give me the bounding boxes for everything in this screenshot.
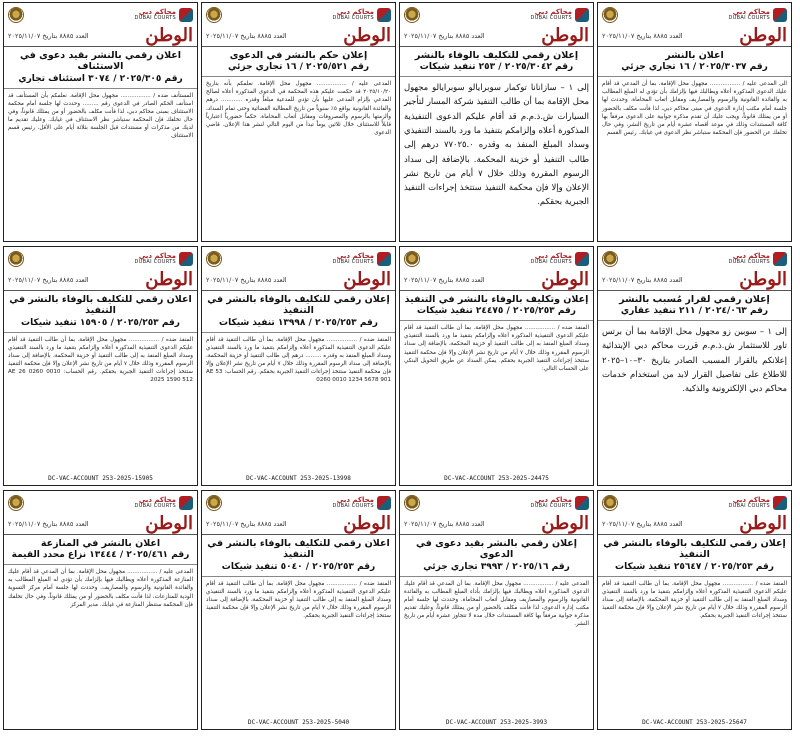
case-number: رقم ٢٠٢٥/٥٢١ / ١٦ تجاري جزئي: [202, 61, 395, 77]
courts-name-ar: محاكم دبي: [534, 251, 572, 260]
courts-mark-icon: [179, 252, 193, 266]
case-number: رقم ٢٠٢٥/٢٥٣ / ٥٠٤٠ تنفيذ شيكات: [202, 561, 395, 577]
notice-meta: [400, 269, 593, 291]
courts-mark-icon: [377, 252, 391, 266]
notice-title: إعلان رقمي بالنشر بقيد دعوى في الدعوى: [415, 538, 578, 561]
courts-name-en: DUBAI COURTS: [728, 258, 770, 265]
notice-masthead: [4, 3, 197, 25]
courts-name-ar: محاكم دبي: [336, 7, 374, 16]
notice-body: إلى ١ – سازانانا توكمار سوبرايالو سوبرايالو مجهول محل الإقامة بما أن طالب التنفيذ شركة المسار لتأجير السيارات ش.ذ.م.م قد أقام عليكم الدعوى التنفيذية المذكورة أعلاه وإلزامكم بتنفيذ ما ورد بالسند التنفيذي وسداد المبلغ المنفذ به وقدره ٧٧٠٢٥.٠ درهم إلى طالب التنفيذ أو خزينة المحكمة. بالإضافة إلى سداد الرسوم المقررة وذلك خلال ٧ أيام من تاريخ نشر الإعلان وإلا فإن محكمة التنفيذ ستتخذ إجراءات التنفيذ الجبرية بحقكم.: [404, 82, 589, 207]
newspaper-name: الوطن: [145, 512, 193, 534]
notice-masthead: [598, 247, 791, 269]
notice-title: اعلان بالنشر: [665, 50, 724, 61]
court-notice: [3, 2, 198, 242]
issue-line: العدد ٨٨٨٥ بتاريخ ٢٠٢٥/١١/٠٧: [206, 275, 287, 284]
courts-name-en: DUBAI COURTS: [134, 258, 176, 265]
notice-meta: [400, 513, 593, 535]
notice-title: إعلان رقمي لقرار مُسبب بالنشر: [619, 294, 770, 305]
notice-meta: [400, 25, 593, 47]
uae-emblem-icon: [8, 7, 24, 23]
courts-name-en: DUBAI COURTS: [332, 258, 374, 265]
newspaper-name: الوطن: [343, 24, 391, 46]
dubai-courts-logo: [333, 496, 391, 510]
account-line: DC-VAC-ACCOUNT 253-2025-5040: [247, 719, 350, 726]
uae-emblem-icon: [602, 251, 618, 267]
notice-meta: [4, 269, 197, 291]
courts-mark-icon: [773, 8, 787, 22]
notice-body: الى المدعى عليه / ................. مجهول محل الإقامة، بما أن المدعي قد أقام عليك الدعوى المذكورة أعلاه ويطالبك فيها بإلزامك بأن تؤدي له المبلغ المطالب به والفائدة القانونية والرسوم والمصاريف ومقابل أتعاب المحاماة. وحددت لها جلسة أمام مكتب إدارة الدعوى في مبنى محاكم دبي، لذا فأنت مكلف بالحضور أو من يمثلك قانوناً، ويجب عليك أن تقدم مذكرة جوابية على الدعوى مرفقاً بها كافة المستندات وذلك في موعد أقصاه عشرة أيام من تاريخ النشر، وفي حال تخلفك عن الحضور فإن المحكمة ستباشر نظر الدعوى في غيابك. رئيس القسم: [602, 81, 787, 136]
notice-title: إعلان رقمي للتكليف بالوفاء بالنشر: [414, 50, 579, 61]
account-line: DC-VAC-ACCOUNT 253-2025-3993: [445, 719, 548, 726]
courts-name-ar: محاكم دبي: [534, 7, 572, 16]
notice-title: إعلان حكم بالنشر في الدعوى: [229, 50, 368, 61]
dubai-courts-logo: [729, 496, 787, 510]
account-line: DC-VAC-ACCOUNT 253-2025-24475: [444, 475, 549, 482]
courts-name-ar: محاكم دبي: [138, 495, 176, 504]
notice-masthead: [202, 3, 395, 25]
case-number: رقم ٢٠٢٥/٢٥٣ / ٢٥٦٤٧ تنفيذ شيكات: [598, 561, 791, 577]
case-number: رقم ٢٠٢٤/٠٦٣ / ٢١١ تنفيذ عقاري: [598, 305, 791, 321]
issue-line: العدد ٨٨٨٥ بتاريخ ٢٠٢٥/١١/٠٧: [404, 31, 485, 40]
issue-line: العدد ٨٨٨٥ بتاريخ ٢٠٢٥/١١/٠٧: [8, 275, 89, 284]
notice-title: إعلان رقمي للتكليف بالوفاء بالنشر في التنفيذ: [603, 538, 786, 561]
issue-line: العدد ٨٨٨٥ بتاريخ ٢٠٢٥/١١/٠٧: [8, 31, 89, 40]
notice-meta: [202, 25, 395, 47]
uae-emblem-icon: [206, 495, 222, 511]
notice-body: المدعى عليه / ................. مجهول محل الإقامة. بما أن المدعي قد أقام عليك المنازعة المذكورة أعلاه ويطالبك فيها بإلزامك بأن تؤدي له المبلغ المطالب به والفائدة القانونية والرسوم والمصاريف. وحددت لها جلسة أمام مركز التسوية الودية للمنازعات، لذا فأنت مكلف بالحضور أو من يمثلك قانوناً، وفي حال تخلفك فإن المحكمة ستنظر المنازعة في غيابك. مدير المركز: [8, 569, 193, 608]
notice-title: اعلان بالنشر في المنازعة: [40, 538, 161, 549]
case-number: رقم ٢٠٢٥/٣٠٣٧ / ١٦ تجاري جزئي: [598, 61, 791, 77]
notice-body: المنفذ ضده / ................. مجهول محل الإقامة. بما أن طالب التنفيذ قد أقام عليكم الدعوى التنفيذية المذكورة أعلاه وإلزامكم بتنفيذ ما ورد بالسند التنفيذي وسداد المبلغ المنفذ به إلى طالب التنفيذ أو خزينة المحكمة، بالإضافة إلى سداد الرسوم المقررة وذلك خلال ٧ أيام من تاريخ نشر الإعلان وإلا فإن محكمة التنفيذ ستتخذ إجراءات التنفيذ الجبرية بحقكم. رقم الحساب: AE 26 0260 0010 2025 1590 512: [8, 336, 193, 384]
dubai-courts-logo: [333, 252, 391, 266]
courts-mark-icon: [179, 8, 193, 22]
court-notice: [399, 490, 594, 730]
issue-line: العدد ٨٨٨٥ بتاريخ ٢٠٢٥/١١/٠٧: [404, 275, 485, 284]
issue-line: العدد ٨٨٨٥ بتاريخ ٢٠٢٥/١١/٠٧: [602, 519, 683, 528]
courts-name-ar: محاكم دبي: [732, 7, 770, 16]
case-number: رقم ٢٠٢٥/٢٥٣ / ١٥٩٠٥ تنفيذ شيكات: [4, 317, 197, 333]
notice-body: المنفذ ضده / ................. مجهول محل الإقامة. بما أن طالب التنفيذ قد أقام عليكم الدعوى التنفيذية المذكورة أعلاه وإلزامكم بتنفيذ ما ورد بالسند التنفيذي وسداد المبلغ المنفذ به إلى طالب التنفيذ أو خزينة المحكمة، بالإضافة إلى سداد الرسوم المقررة وذلك خلال ٧ أيام من تاريخ نشر الإعلان وإلا فإن محكمة التنفيذ ستتخذ إجراءات التنفيذ الجبرية بحقكم.: [206, 580, 391, 620]
notice-masthead: [202, 247, 395, 269]
case-number: رقم ٢٠٢٥/١٦ / ٣٩٩٣ تجاري جزئي: [400, 561, 593, 577]
court-notice: [399, 246, 594, 486]
newspaper-name: الوطن: [541, 268, 589, 290]
courts-name-en: DUBAI COURTS: [134, 14, 176, 21]
dubai-courts-logo: [729, 252, 787, 266]
newspaper-name: الوطن: [343, 268, 391, 290]
courts-mark-icon: [575, 496, 589, 510]
notice-meta: [4, 513, 197, 535]
dubai-courts-logo: [531, 496, 589, 510]
issue-line: العدد ٨٨٨٥ بتاريخ ٢٠٢٥/١١/٠٧: [404, 519, 485, 528]
newspaper-name: الوطن: [145, 24, 193, 46]
courts-mark-icon: [773, 252, 787, 266]
courts-name-en: DUBAI COURTS: [530, 258, 572, 265]
notice-title: اعلان رقمي بالنشر بقيد دعوى في الاستئناف: [19, 50, 182, 73]
notice-meta: [4, 25, 197, 47]
notice-title: إعلان وتكليف بالوفاء بالنشر في التنفيذ: [404, 294, 589, 305]
notice-body: المدعى عليه / ................. مجهول محل الإقامة. نعلمكم بأنه بتاريخ ٢٠٢٥/١٠/٢٠ قد حكمت عليكم هذه المحكمة في الدعوى المذكورة أعلاه لصالح المدعي بإلزام المدعى عليها بأن تؤدي للمدعية مبلغاً وقدره ............ درهم والفائدة القانونية بواقع ٥٪ سنوياً من تاريخ المطالبة القضائية وحتى تمام السداد، وألزمتها بالرسوم والمصروفات ومقابل أتعاب المحاماة. حكماً حضورياً اعتبارياً قابلاً للاستئناف خلال ثلاثين يوماً تبدأ من اليوم التالي لنشر هذا الإعلان. قاضي الدعوى: [206, 81, 391, 136]
courts-mark-icon: [773, 496, 787, 510]
notice-body: إلى ١ – سوبين زو مجهول محل الإقامة بما أن برتس تاور للاستثمار ش.ذ.م.م قررت محاكم دبي الإبتدائية إعلانكم بالقرار المسبب الصادر بتاريخ ٣٠–١٠–٢٠٢٥ للاطلاع على تفاصيل القرار لابد من استخدام خدمات محاكم دبي الإلكترونية والذكية.: [602, 326, 787, 394]
courts-name-en: DUBAI COURTS: [134, 502, 176, 509]
courts-mark-icon: [575, 252, 589, 266]
court-notice: [201, 246, 396, 486]
notice-meta: [598, 269, 791, 291]
courts-name-ar: محاكم دبي: [534, 495, 572, 504]
notice-masthead: [400, 491, 593, 513]
courts-name-en: DUBAI COURTS: [332, 14, 374, 21]
uae-emblem-icon: [404, 495, 420, 511]
issue-line: العدد ٨٨٨٥ بتاريخ ٢٠٢٥/١١/٠٧: [206, 519, 287, 528]
notice-masthead: [400, 3, 593, 25]
account-line: DC-VAC-ACCOUNT 253-2025-25647: [642, 719, 747, 726]
uae-emblem-icon: [8, 495, 24, 511]
notice-masthead: [598, 491, 791, 513]
issue-line: العدد ٨٨٨٥ بتاريخ ٢٠٢٥/١١/٠٧: [602, 31, 683, 40]
dubai-courts-logo: [135, 252, 193, 266]
case-number: رقم ٢٠٢٥/٣٠٤٢ / ٢٥٣ تنفيذ شيكات: [400, 61, 593, 77]
courts-name-en: DUBAI COURTS: [530, 502, 572, 509]
uae-emblem-icon: [206, 251, 222, 267]
courts-mark-icon: [377, 8, 391, 22]
dubai-courts-logo: [333, 8, 391, 22]
notice-title: اعلان رقمي للتكليف بالوفاء بالنشر في التنفيذ: [9, 294, 192, 317]
newspaper-name: الوطن: [343, 512, 391, 534]
courts-name-ar: محاكم دبي: [732, 495, 770, 504]
notice-masthead: [400, 247, 593, 269]
uae-emblem-icon: [404, 7, 420, 23]
courts-name-ar: محاكم دبي: [732, 251, 770, 260]
courts-mark-icon: [575, 8, 589, 22]
notice-masthead: [4, 491, 197, 513]
notice-masthead: [202, 491, 395, 513]
case-number: رقم ٢٠٢٥/٢٥٣ / ١٣٩٩٨ تنفيذ شيكات: [202, 317, 395, 333]
notice-meta: [202, 269, 395, 291]
case-number: رقم ٢٠٢٥/٢٥٣ / ٢٤٤٧٥ تنفيذ شيكات: [400, 305, 593, 321]
notice-masthead: [4, 247, 197, 269]
notice-body: المدعى عليه / ................. مجهول محل الإقامة. بما أن المدعي قد أقام عليك الدعوى المذكورة أعلاه ويطالبك فيها بإلزامك بأداء المبلغ المطالب به والفائدة القانونية والرسوم والمصاريف ومقابل أتعاب المحاماة. وحددت لها جلسة أمام مكتب إدارة الدعوى، لذا فأنت مكلف بالحضور أو من يمثلك قانوناً، وعليك تقديم مذكرة جوابية مرفقاً بها كافة المستندات خلال مدة لا تتجاوز عشرة أيام من تاريخ النشر.: [404, 580, 589, 628]
courts-name-en: DUBAI COURTS: [530, 14, 572, 21]
newspaper-name: الوطن: [739, 512, 787, 534]
court-notice: [3, 490, 198, 730]
uae-emblem-icon: [404, 251, 420, 267]
dubai-courts-logo: [135, 496, 193, 510]
courts-mark-icon: [179, 496, 193, 510]
dubai-courts-logo: [531, 252, 589, 266]
case-number: رقم ٢٠٢٥/٣٠٥ / ٣٠٧٤ استئناف تجاري: [4, 73, 197, 89]
notice-meta: [598, 513, 791, 535]
newspaper-name: الوطن: [541, 24, 589, 46]
notice-body: المنفذ ضده / ................. مجهول محل الإقامة. بما أن طالب التنفيذ قد أقام عليكم الدعوى التنفيذية المذكورة أعلاه وإلزامكم بتنفيذ ما ورد بالسند التنفيذي وسداد المبلغ المنفذ به إلى طالب التنفيذ أو خزينة المحكمة، بالإضافة إلى سداد الرسوم المقررة وذلك خلال ٧ أيام من تاريخ نشر الإعلان وإلا فإن محكمة التنفيذ ستتخذ إجراءات التنفيذ الجبرية بحقكم. يمكن السداد عن طريق التحويل البنكي على الحساب التالي:: [404, 325, 589, 372]
issue-line: العدد ٨٨٨٥ بتاريخ ٢٠٢٥/١١/٠٧: [206, 31, 287, 40]
newspaper-name: الوطن: [541, 512, 589, 534]
notice-body: المنفذ ضده / ................. مجهول محل الإقامة. بما أن طالب التنفيذ قد أقام عليكم الدعوى التنفيذية المذكورة أعلاه وإلزامكم بتنفيذ ما ورد بالسند التنفيذي وسداد المبلغ المنفذ به إلى طالب التنفيذ أو خزينة المحكمة، بالإضافة إلى سداد الرسوم المقررة وذلك خلال ٧ أيام من تاريخ نشر الإعلان وإلا فإن محكمة التنفيذ ستتخذ إجراءات التنفيذ الجبرية بحقكم.: [602, 580, 787, 620]
courts-name-ar: محاكم دبي: [336, 495, 374, 504]
court-notice: [597, 246, 792, 486]
newspaper-name: الوطن: [739, 268, 787, 290]
account-line: DC-VAC-ACCOUNT 253-2025-13998: [246, 475, 351, 482]
courts-name-ar: محاكم دبي: [138, 7, 176, 16]
courts-name-ar: محاكم دبي: [336, 251, 374, 260]
newspaper-name: الوطن: [739, 24, 787, 46]
courts-name-en: DUBAI COURTS: [332, 502, 374, 509]
notice-body: المنفذ ضده / ................. مجهول محل الإقامة. بما أن طالب التنفيذ قد أقام عليكم الدعوى التنفيذية المذكورة أعلاه وإلزامكم بتنفيذ ما ورد بالسند التنفيذي وسداد المبلغ المنفذ به وقدره ......... درهم إلى طالب التنفيذ أو خزينة المحكمة، بالإضافة إلى سداد الرسوم المقررة وذلك خلال ٧ أيام من تاريخ نشر الإعلان وإلا فإن محكمة التنفيذ ستتخذ إجراءات التنفيذ الجبرية بحقكم. رقم الحساب: AE 53 0260 0010 1234 5678 901: [206, 336, 391, 384]
courts-name-ar: محاكم دبي: [138, 251, 176, 260]
court-notice: [597, 490, 792, 730]
court-notice: [399, 2, 594, 242]
notice-title: اعلان رقمي للتكليف بالوفاء بالنشر في التنفيذ: [207, 538, 390, 561]
courts-name-en: DUBAI COURTS: [728, 14, 770, 21]
court-notice: [201, 490, 396, 730]
court-notice: [3, 246, 198, 486]
dubai-courts-logo: [135, 8, 193, 22]
notice-body: المستأنف ضده / ................. مجهول محل الإقامة. نعلمكم بأن المستأنف قد استأنف الحكم الصادر في الدعوى رقم ......... وحددت لها جلسة أمام محكمة الاستئناف بمبنى محاكم دبي، لذا فأنت مكلف بالحضور أو من يمثلك قانوناً، وفي حال تخلفك فإن المحكمة ستباشر نظر الاستئناف في غيابك. وعليك تقديم ما لديك من مذكرات أو مستندات قبل الجلسة بثلاثة أيام على الأقل. رئيس قسم الاستئناف: [8, 92, 193, 140]
court-notice: [597, 2, 792, 242]
issue-line: العدد ٨٨٨٥ بتاريخ ٢٠٢٥/١١/٠٧: [8, 519, 89, 528]
dubai-courts-logo: [531, 8, 589, 22]
courts-mark-icon: [377, 496, 391, 510]
uae-emblem-icon: [206, 7, 222, 23]
issue-line: العدد ٨٨٨٥ بتاريخ ٢٠٢٥/١١/٠٧: [602, 275, 683, 284]
notice-title: إعلان رقمي للتكليف بالوفاء بالنشر في التنفيذ: [207, 294, 390, 317]
uae-emblem-icon: [602, 7, 618, 23]
case-number: رقم ٢٠٢٥/٤٦١ / ١٣٤٤٤ نزاع محدد القيمة: [4, 549, 197, 565]
notice-masthead: [598, 3, 791, 25]
courts-name-en: DUBAI COURTS: [728, 502, 770, 509]
uae-emblem-icon: [8, 251, 24, 267]
court-notice: [201, 2, 396, 242]
account-line: DC-VAC-ACCOUNT 253-2025-15905: [48, 475, 153, 482]
notice-meta: [202, 513, 395, 535]
notice-meta: [598, 25, 791, 47]
newspaper-name: الوطن: [145, 268, 193, 290]
dubai-courts-logo: [729, 8, 787, 22]
uae-emblem-icon: [602, 495, 618, 511]
